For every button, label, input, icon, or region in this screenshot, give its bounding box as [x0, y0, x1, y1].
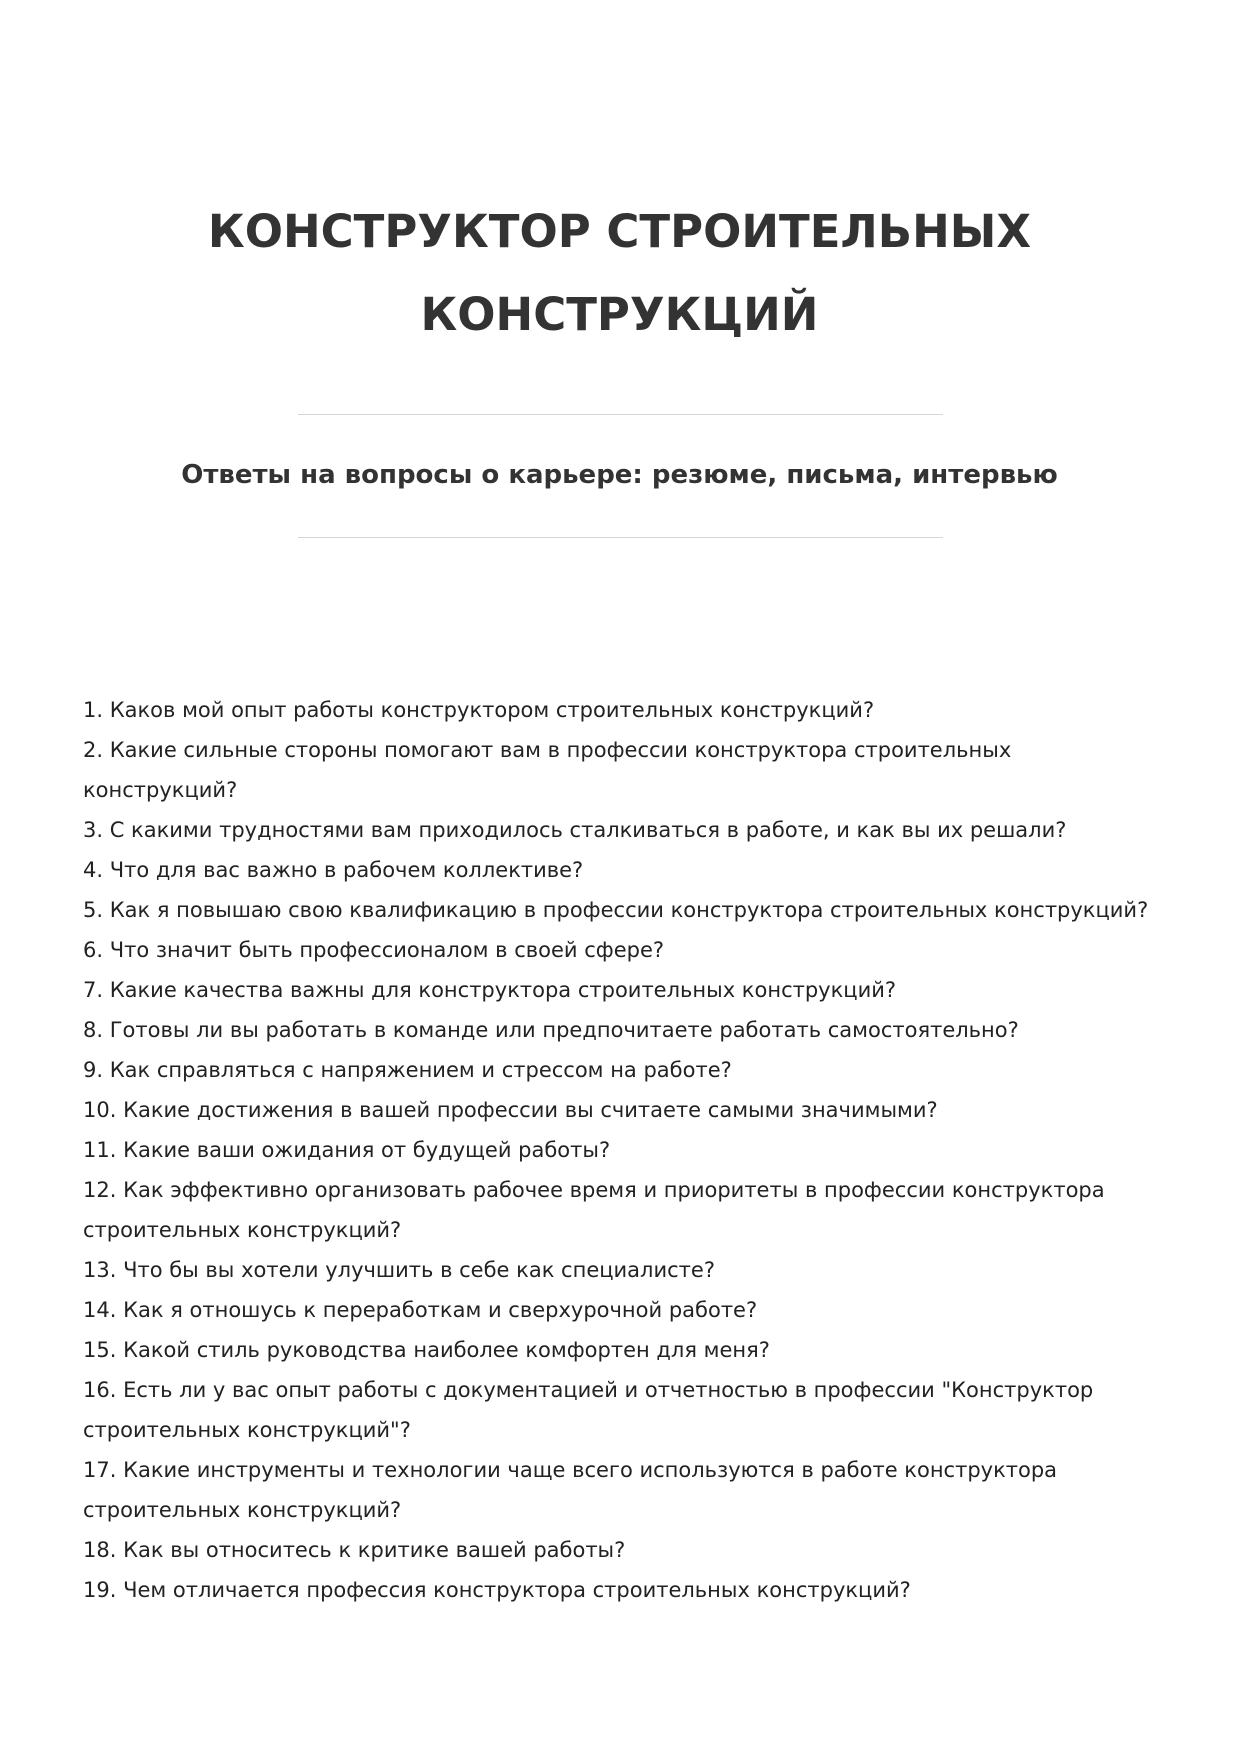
question-item: 5. Как я повышаю свою квалификацию в профессии конструктора строительных конструкций? — [83, 898, 1149, 922]
question-item: 8. Готовы ли вы работать в команде или предпочитаете работать самостоятельно? — [83, 1018, 1019, 1042]
question-item: 16. Есть ли у вас опыт работы с документацией и отчетностью в профессии "Конструктор строительных конструкций"? — [83, 1378, 1094, 1442]
question-item: 18. Как вы относитесь к критике вашей работы? — [83, 1538, 626, 1562]
page-title — [120, 190, 1119, 356]
question-item: 19. Чем отличается профессия конструктора строительных конструкций? — [83, 1578, 911, 1602]
title-line-1: КОНСТРУКТОР СТРОИТЕЛЬНЫХ — [207, 205, 1032, 258]
page-subtitle: Ответы на вопросы о карьере: резюме, письма, интервью — [181, 460, 1058, 490]
question-item: 15. Какой стиль руководства наиболее комфортен для меня? — [83, 1338, 770, 1362]
question-item: 3. С какими трудностями вам приходилось сталкиваться в работе, и как вы их решали? — [83, 818, 1067, 842]
question-item: 13. Что бы вы хотели улучшить в себе как специалисте? — [83, 1258, 715, 1282]
question-item: 1. Каков мой опыт работы конструктором строительных конструкций? — [83, 698, 875, 722]
question-item: 2. Какие сильные стороны помогают вам в профессии конструктора строительных конструкций? — [83, 738, 1012, 802]
title-line-2: КОНСТРУКЦИЙ — [420, 288, 819, 341]
question-item: 9. Как справляться с напряжением и стрессом на работе? — [83, 1058, 732, 1082]
question-item: 4. Что для вас важно в рабочем коллективе? — [83, 858, 584, 882]
question-item: 7. Какие качества важны для конструктора строительных конструкций? — [83, 978, 897, 1002]
question-item: 6. Что значит быть профессионалом в своей сфере? — [83, 938, 665, 962]
question-item: 14. Как я отношусь к переработкам и сверхурочной работе? — [83, 1298, 758, 1322]
top-divider — [298, 414, 943, 415]
bottom-divider — [298, 537, 943, 538]
question-item: 17. Какие инструменты и технологии чаще всего используются в работе конструктора строительных конструкций? — [83, 1458, 1058, 1522]
question-item: 10. Какие достижения в вашей профессии вы считаете самыми значимыми? — [83, 1098, 938, 1122]
question-list — [83, 690, 1168, 1610]
question-item: 12. Как эффективно организовать рабочее время и приоритеты в профессии конструктора строительных конструкций? — [83, 1178, 1105, 1242]
question-item: 11. Какие ваши ожидания от будущей работы? — [83, 1138, 611, 1162]
